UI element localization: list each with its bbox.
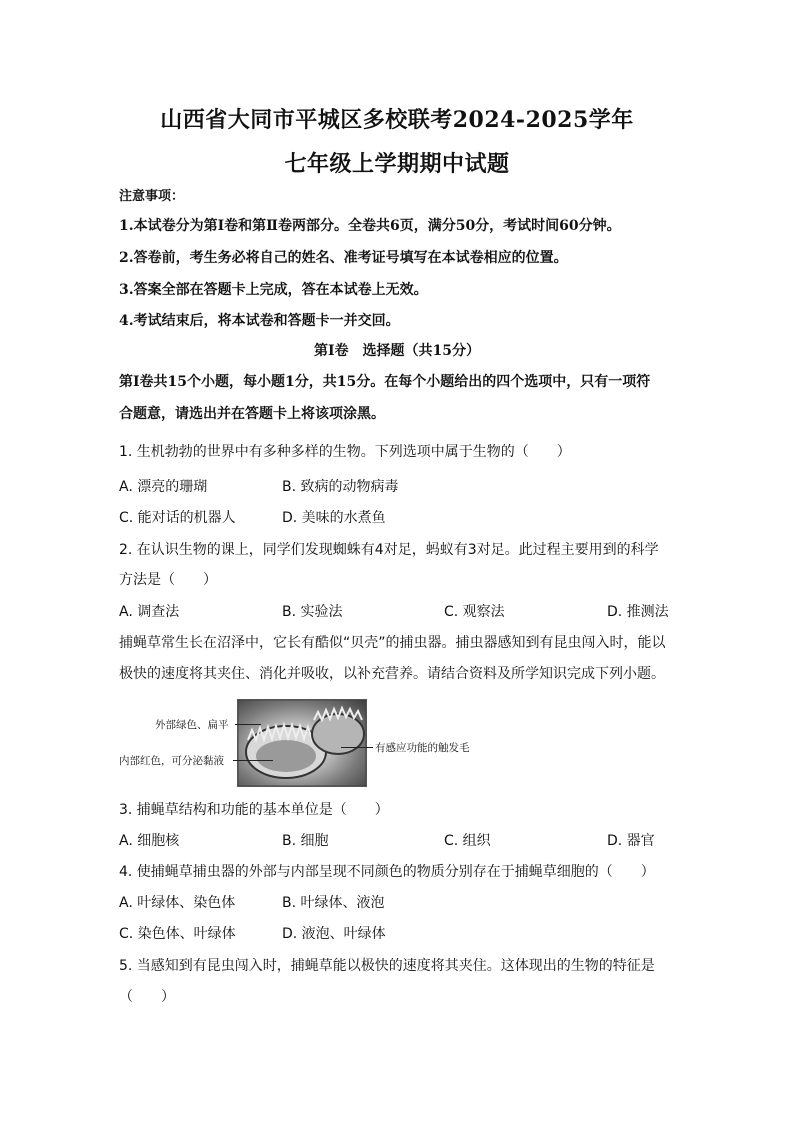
question-3-option-a: A. 细胞核: [119, 833, 180, 849]
figure-label-outer: 外部绿色、扁平: [155, 719, 229, 731]
question-1-option-b: B. 致病的动物病毒: [282, 479, 399, 495]
question-1-stem: 1. 生机勃勃的世界中有多种多样的生物。下列选项中属于生物的（ ）: [119, 444, 571, 460]
question-5-stem-line2: （ ）: [119, 989, 175, 1005]
question-4-option-c: C. 染色体、叶绿体: [119, 926, 236, 942]
question-4-option-a: A. 叶绿体、染色体: [119, 895, 236, 911]
notice-heading: 注意事项：: [119, 189, 185, 204]
figure-leader-inner: [233, 760, 273, 761]
question-3-option-c: C. 组织: [444, 833, 491, 849]
question-4-option-b: B. 叶绿体、液泡: [282, 895, 385, 911]
question-3-stem: 3. 捕蝇草结构和功能的基本单位是（ ）: [119, 802, 389, 818]
flytrap-photo: [237, 699, 367, 787]
figure-leader-hair: [341, 747, 373, 748]
flytrap-figure: [119, 695, 519, 795]
question-4-option-d: D. 液泡、叶绿体: [282, 926, 386, 942]
exam-title-line1: 山西省大同市平城区多校联考2024-2025学年: [160, 107, 634, 133]
notice-item-1: 1.本试卷分为第Ⅰ卷和第Ⅱ卷两部分。全卷共6页，满分50分，考试时间60分钟。: [119, 218, 621, 234]
passage-line2: 极快的速度将其夹住、消化并吸收，以补充营养。请结合资料及所学知识完成下列小题。: [119, 666, 665, 682]
section-heading: 第Ⅰ卷 选择题（共15分）: [313, 343, 481, 359]
question-2-option-b: B. 实验法: [282, 604, 343, 620]
question-1-option-d: D. 美味的水煮鱼: [282, 510, 386, 526]
question-2-option-d: D. 推测法: [607, 604, 669, 620]
exam-title-line2: 七年级上学期期中试题: [284, 151, 510, 177]
section-intro-line1: 第Ⅰ卷共15个小题，每小题1分，共15分。在每个小题给出的四个选项中，只有一项符: [119, 374, 651, 390]
notice-item-3: 3.答案全部在答题卡上完成，答在本试卷上无效。: [119, 282, 428, 298]
figure-label-inner: 内部红色，可分泌黏液: [119, 755, 224, 767]
figure-leader-outer: [235, 724, 261, 725]
passage-line1: 捕蝇草常生长在沼泽中，它长有酷似“贝壳”的捕虫器。捕虫器感知到有昆虫闯入时，能以: [119, 635, 666, 651]
section-intro-line2: 合题意，请选出并在答题卡上将该项涂黑。: [119, 406, 385, 422]
question-2-option-c: C. 观察法: [444, 604, 505, 620]
question-1-option-c: C. 能对话的机器人: [119, 510, 236, 526]
notice-item-4: 4.考试结束后，将本试卷和答题卡一并交回。: [119, 313, 400, 329]
notice-item-2: 2.答卷前，考生务必将自己的姓名、准考证号填写在本试卷相应的位置。: [119, 250, 568, 266]
question-3-option-d: D. 器官: [607, 833, 655, 849]
question-2-stem-line1: 2. 在认识生物的课上，同学们发现蜘蛛有4对足，蚂蚁有3对足。此过程主要用到的科学: [119, 542, 659, 558]
question-4-stem: 4. 使捕蝇草捕虫器的外部与内部呈现不同颜色的物质分别存在于捕蝇草细胞的（ ）: [119, 864, 655, 880]
question-2-option-a: A. 调查法: [119, 604, 180, 620]
question-2-stem-line2: 方法是（ ）: [119, 572, 217, 588]
question-1-option-a: A. 漂亮的珊瑚: [119, 479, 208, 495]
figure-label-hair: 有感应功能的触发毛: [375, 742, 470, 754]
question-3-option-b: B. 细胞: [282, 833, 329, 849]
question-5-stem-line1: 5. 当感知到有昆虫闯入时，捕蝇草能以极快的速度将其夹住。这体现出的生物的特征是: [119, 958, 655, 974]
flytrap-drawing: [238, 700, 366, 786]
